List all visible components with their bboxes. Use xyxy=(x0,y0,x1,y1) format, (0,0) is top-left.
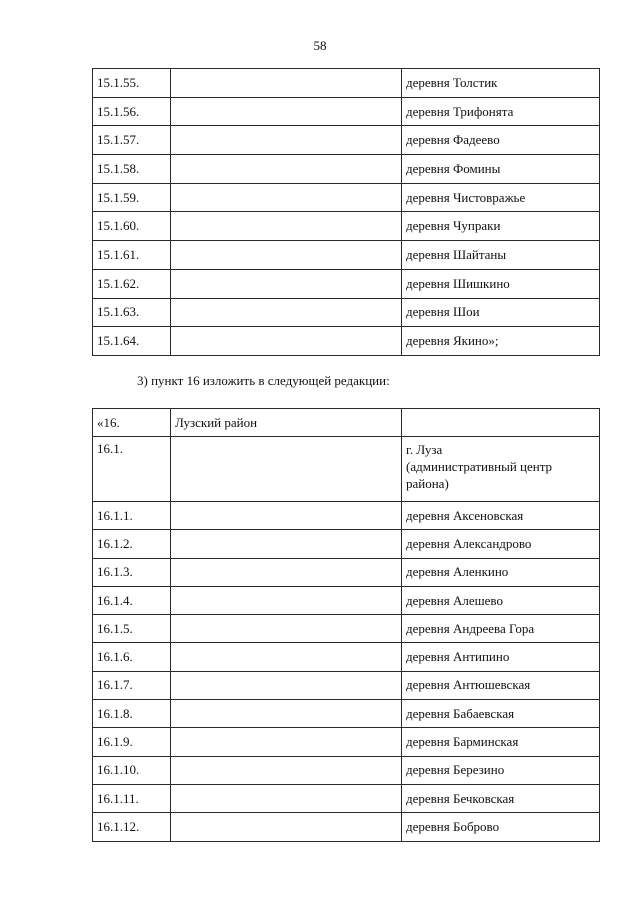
district-name-cell xyxy=(171,756,402,784)
settlement-cell: деревня Березино xyxy=(402,756,600,784)
row-number-cell: 16.1.6. xyxy=(93,643,171,671)
settlement-cell: деревня Алешево xyxy=(402,586,600,614)
row-number-cell: 16.1. xyxy=(93,437,171,502)
settlements-table-part-16 xyxy=(92,408,600,842)
settlement-cell: деревня Толстик xyxy=(402,69,600,98)
table-row xyxy=(93,784,600,812)
district-name-cell xyxy=(171,269,402,298)
district-name-cell: Лузский район xyxy=(171,409,402,437)
row-number-cell: 16.1.4. xyxy=(93,586,171,614)
row-number-cell: 16.1.1. xyxy=(93,502,171,530)
settlement-cell: деревня Александрово xyxy=(402,530,600,558)
settlement-cell xyxy=(402,409,600,437)
row-number-cell: 15.1.61. xyxy=(93,241,171,270)
settlement-cell: деревня Шайтаны xyxy=(402,241,600,270)
district-name-cell xyxy=(171,530,402,558)
row-number-cell: 15.1.63. xyxy=(93,298,171,327)
settlement-cell: деревня Андреева Гора xyxy=(402,615,600,643)
district-header-row xyxy=(93,409,600,437)
row-number-cell: 16.1.3. xyxy=(93,558,171,586)
settlement-cell: деревня Бечковская xyxy=(402,784,600,812)
settlement-cell: деревня Аленкино xyxy=(402,558,600,586)
district-name-cell xyxy=(171,298,402,327)
row-number-cell: 15.1.62. xyxy=(93,269,171,298)
settlement-cell: деревня Шишкино xyxy=(402,269,600,298)
row-number-cell: 16.1.5. xyxy=(93,615,171,643)
table-row xyxy=(93,530,600,558)
table-row xyxy=(93,241,600,270)
district-name-cell xyxy=(171,183,402,212)
district-name-cell xyxy=(171,643,402,671)
district-name-cell xyxy=(171,437,402,502)
row-number-cell: 15.1.59. xyxy=(93,183,171,212)
row-number-cell: «16. xyxy=(93,409,171,437)
table-row xyxy=(93,97,600,126)
settlement-cell: деревня Антипино xyxy=(402,643,600,671)
table-row xyxy=(93,558,600,586)
settlement-cell: деревня Аксеновская xyxy=(402,502,600,530)
administrative-center-row xyxy=(93,437,600,502)
settlement-cell: деревня Шои xyxy=(402,298,600,327)
table-row xyxy=(93,298,600,327)
row-number-cell: 16.1.2. xyxy=(93,530,171,558)
table-row xyxy=(93,756,600,784)
settlement-cell: деревня Антюшевская xyxy=(402,671,600,699)
row-number-cell: 16.1.7. xyxy=(93,671,171,699)
district-name-cell xyxy=(171,728,402,756)
district-name-cell xyxy=(171,671,402,699)
row-number-cell: 15.1.64. xyxy=(93,327,171,356)
settlement-cell: г. Луза (административный центр района) xyxy=(402,437,600,502)
district-name-cell xyxy=(171,558,402,586)
district-name-cell xyxy=(171,126,402,155)
table-row xyxy=(93,212,600,241)
table-row xyxy=(93,643,600,671)
table-row xyxy=(93,813,600,841)
district-name-cell xyxy=(171,327,402,356)
row-number-cell: 16.1.10. xyxy=(93,756,171,784)
settlement-cell: деревня Чупраки xyxy=(402,212,600,241)
settlement-cell: деревня Бабаевская xyxy=(402,700,600,728)
settlement-cell: деревня Боброво xyxy=(402,813,600,841)
settlement-cell: деревня Барминская xyxy=(402,728,600,756)
table-row xyxy=(93,586,600,614)
table-row xyxy=(93,502,600,530)
settlement-cell: деревня Якино»; xyxy=(402,327,600,356)
settlement-cell: деревня Фомины xyxy=(402,155,600,184)
row-number-cell: 15.1.57. xyxy=(93,126,171,155)
row-number-cell: 15.1.60. xyxy=(93,212,171,241)
row-number-cell: 16.1.11. xyxy=(93,784,171,812)
district-name-cell xyxy=(171,241,402,270)
table-row xyxy=(93,155,600,184)
row-number-cell: 16.1.9. xyxy=(93,728,171,756)
settlements-table-part-15 xyxy=(92,68,600,356)
district-name-cell xyxy=(171,69,402,98)
table-row xyxy=(93,327,600,356)
table-row xyxy=(93,126,600,155)
district-name-cell xyxy=(171,700,402,728)
row-number-cell: 16.1.12. xyxy=(93,813,171,841)
district-name-cell xyxy=(171,212,402,241)
settlement-cell: деревня Чистовражье xyxy=(402,183,600,212)
district-name-cell xyxy=(171,784,402,812)
settlement-cell: деревня Трифонята xyxy=(402,97,600,126)
district-name-cell xyxy=(171,586,402,614)
amendment-instruction: 3) пункт 16 изложить в следующей редакции: xyxy=(137,373,390,388)
table-row xyxy=(93,269,600,298)
page-number: 58 xyxy=(313,38,327,53)
table-row xyxy=(93,671,600,699)
row-number-cell: 15.1.58. xyxy=(93,155,171,184)
settlement-cell: деревня Фадеево xyxy=(402,126,600,155)
row-number-cell: 15.1.55. xyxy=(93,69,171,98)
row-number-cell: 15.1.56. xyxy=(93,97,171,126)
table-row xyxy=(93,615,600,643)
table-row xyxy=(93,700,600,728)
table-row xyxy=(93,183,600,212)
district-name-cell xyxy=(171,155,402,184)
table-row xyxy=(93,728,600,756)
table-row xyxy=(93,69,600,98)
district-name-cell xyxy=(171,615,402,643)
district-name-cell xyxy=(171,502,402,530)
district-name-cell xyxy=(171,97,402,126)
district-name-cell xyxy=(171,813,402,841)
row-number-cell: 16.1.8. xyxy=(93,700,171,728)
